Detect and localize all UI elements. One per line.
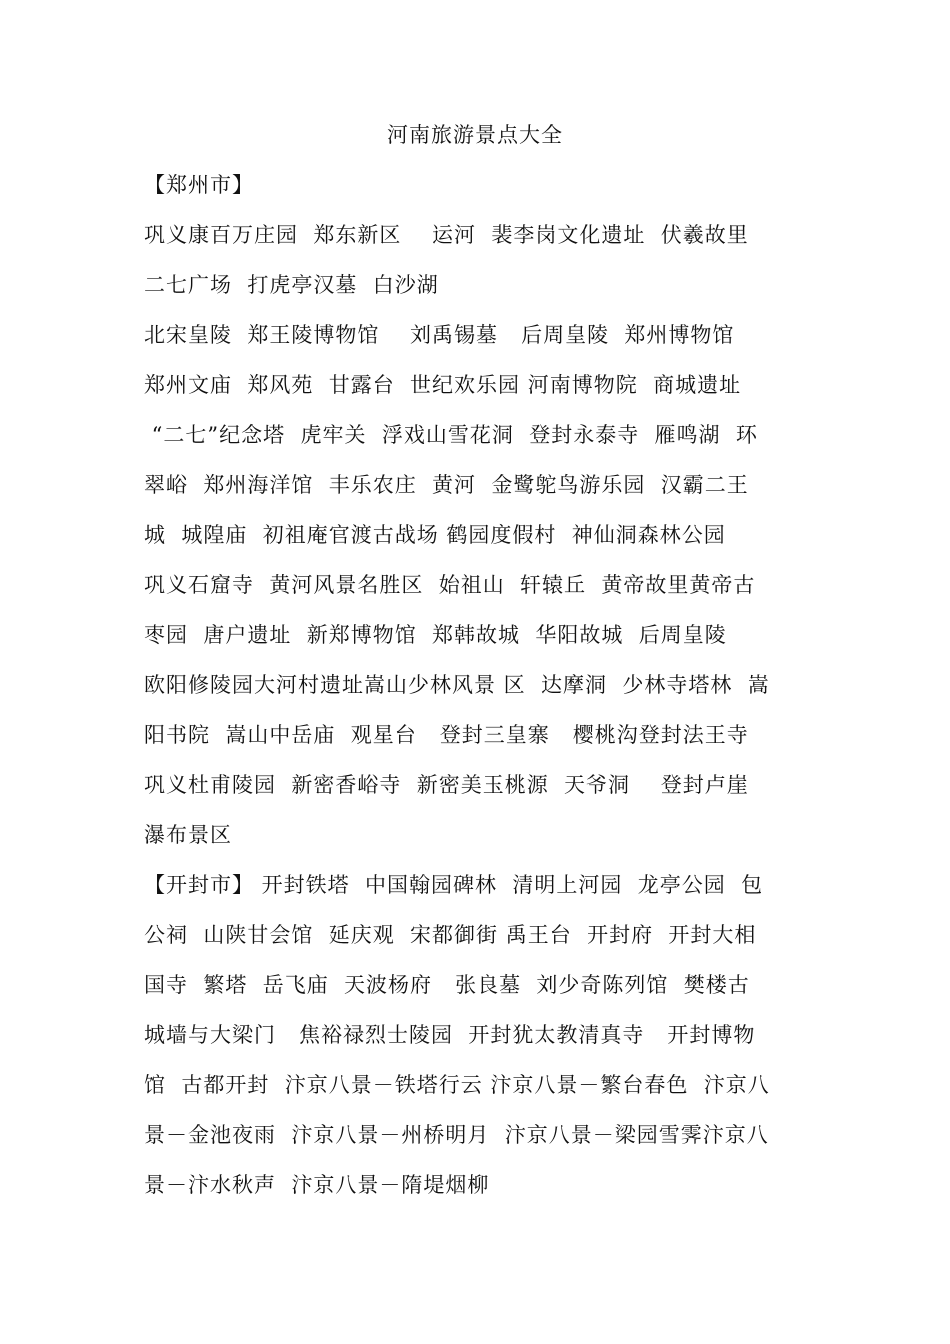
text-line: 巩义康百万庄园 郑东新区 运河 裴李岗文化遗址 伏羲故里 <box>144 223 749 247</box>
text-line: 瀑布景区 <box>144 823 232 847</box>
text-line: 阳书院 嵩山中岳庙 观星台 登封三皇寨 樱桃沟登封法王寺 <box>144 723 749 747</box>
text-line: 二七广场 打虎亭汉墓 白沙湖 <box>144 273 439 297</box>
text-line: 欧阳修陵园大河村遗址嵩山少林风景 区 达摩洞 少林寺塔林 嵩 <box>144 673 770 697</box>
text-line: 城 城隍庙 初祖庵官渡古战场 鹤园度假村 神仙洞森林公园 <box>144 523 726 547</box>
text-line: 【郑州市】 <box>144 173 254 197</box>
text-line: 【开封市】 开封铁塔 中国翰园碑林 清明上河园 龙亭公园 包 <box>144 873 764 897</box>
text-line: 景－汴水秋声 汴京八景－隋堤烟柳 <box>144 1173 490 1197</box>
text-line: 国寺 繁塔 岳飞庙 天波杨府 张良墓 刘少奇陈列馆 樊楼古 <box>144 973 750 997</box>
text-line: 枣园 唐户遗址 新郑博物馆 郑韩故城 华阳故城 后周皇陵 <box>144 623 727 647</box>
text-line: 公祠 山陕甘会馆 延庆观 宋都御街 禹王台 开封府 开封大相 <box>144 923 757 947</box>
text-line: 巩义石窟寺 黄河风景名胜区 始祖山 轩辕丘 黄帝故里黄帝古 <box>144 573 756 597</box>
text-line: 景－金池夜雨 汴京八景－州桥明月 汴京八景－梁园雪霁汴京八 <box>144 1123 769 1147</box>
text-line: “二七”纪念塔 虎牢关 浮戏山雪花洞 登封永泰寺 雁鸣湖 环 <box>144 423 758 447</box>
text-line: 巩义杜甫陵园 新密香峪寺 新密美玉桃源 天爷洞 登封卢崖 <box>144 773 749 797</box>
text-line: 郑州文庙 郑风苑 甘露台 世纪欢乐园 河南博物院 商城遗址 <box>144 373 742 397</box>
text-line: 馆 古都开封 汴京八景－铁塔行云 汴京八景－繁台春色 汴京八 <box>144 1073 770 1097</box>
document-title: 河南旅游景点大全 <box>387 123 563 147</box>
text-line: 城墙与大梁门 焦裕禄烈士陵园 开封犹太教清真寺 开封博物 <box>144 1023 756 1047</box>
text-line: 北宋皇陵 郑王陵博物馆 刘禹锡墓 后周皇陵 郑州博物馆 <box>144 323 735 347</box>
text-line: 翠峪 郑州海洋馆 丰乐农庄 黄河 金鹭鸵鸟游乐园 汉霸二王 <box>144 473 749 497</box>
